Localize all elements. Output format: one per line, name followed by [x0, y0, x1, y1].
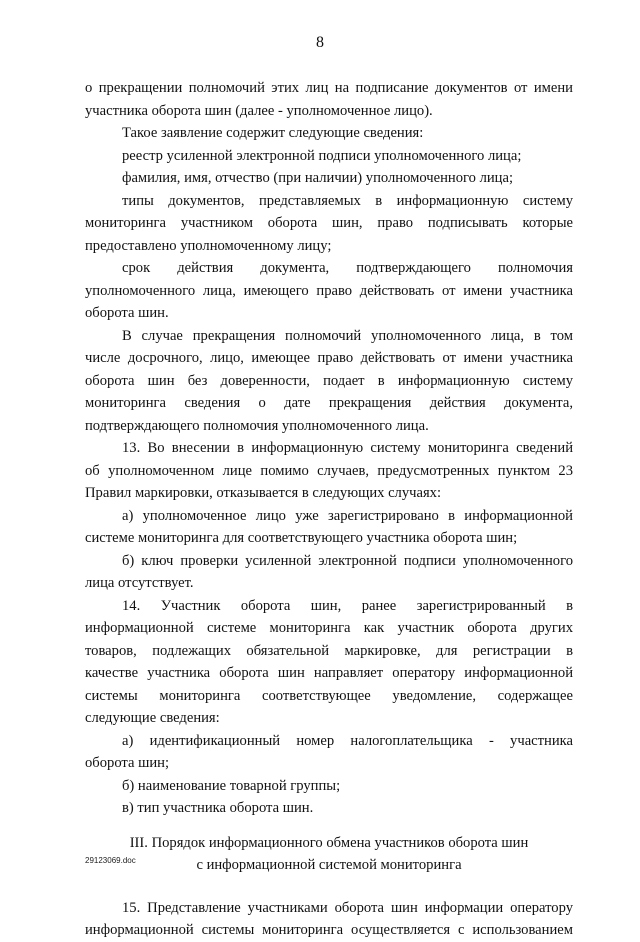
text-line: оборота шин;: [85, 755, 170, 771]
body-text-block-bottom: [85, 897, 573, 942]
text-line: системы мониторинга соответствующее уведомление, содержащее: [85, 687, 573, 704]
page-number: 8: [316, 34, 324, 51]
text-line: системе мониторинга для соответствующего участника оборота шин;: [85, 530, 518, 546]
text-line: участника оборота шин (далее - уполномоченное лицо).: [85, 102, 433, 119]
text-line: типы документов, представляемых в информационную систему: [122, 192, 573, 209]
section-heading-line-1: III. Порядок информационного обмена участников оборота шин: [129, 834, 529, 851]
text-line: информационной системе мониторинга как участник оборота других: [85, 620, 573, 636]
text-line: числе досрочного, лицо, имеющее право действовать от имени участника: [85, 350, 573, 366]
text-line: 15. Представление участниками оборота шин информации оператору: [122, 899, 573, 916]
text-line: уполномоченного лица, имеющего право действовать от имени участника: [85, 282, 573, 299]
text-line: Правил маркировки, отказывается в следующих случаях:: [85, 485, 442, 501]
body-text-block: [85, 77, 573, 820]
text-line: информационной системы мониторинга осуществляется с использованием: [85, 922, 573, 938]
text-line: в) тип участника оборота шин.: [122, 800, 314, 816]
text-line: 13. Во внесении в информационную систему мониторинга сведений: [122, 440, 573, 456]
text-line: Такое заявление содержит следующие сведения:: [122, 125, 424, 141]
text-line: срок действия документа, подтверждающего полномочия: [122, 260, 573, 276]
text-line: качестве участника оборота шин направляет оператору информационной: [85, 665, 573, 681]
document-body: [85, 77, 573, 942]
text-line: б) ключ проверки усиленной электронной подписи уполномоченного: [122, 552, 573, 569]
text-line: мониторинга участником оборота шин, право подписывать которые: [85, 215, 573, 231]
text-line: товаров, подлежащих обязательной маркировке, для регистрации в: [85, 642, 573, 659]
text-line: а) идентификационный номер налогоплательщика - участника: [122, 732, 573, 749]
text-line: реестр усиленной электронной подписи уполномоченного лица;: [122, 147, 522, 164]
text-line: следующие сведения:: [85, 710, 220, 726]
text-line: а) уполномоченное лицо уже зарегистрировано в информационной: [122, 507, 573, 524]
section-heading-line-2: с информационной системой мониторинга: [196, 856, 462, 873]
text-line: об уполномоченном лице помимо случаев, предусмотренных пунктом 23: [85, 462, 573, 479]
text-line: мониторинга сведения о дате прекращения действия документа,: [85, 395, 573, 411]
text-line: оборота шин без доверенности, подает в информационную систему: [85, 372, 573, 389]
text-line: лица отсутствует.: [85, 575, 194, 591]
text-line: оборота шин.: [85, 305, 169, 321]
text-line: фамилия, имя, отчество (при наличии) уполномоченного лица;: [122, 170, 514, 186]
file-name-footer: 29123069.doc: [85, 856, 136, 865]
text-line: б) наименование товарной группы;: [122, 777, 341, 794]
text-line: предоставлено уполномоченному лицу;: [85, 237, 332, 254]
text-line: В случае прекращения полномочий уполномоченного лица, в том: [122, 327, 573, 344]
text-line: о прекращении полномочий этих лиц на подписание документов от имени: [85, 80, 573, 96]
text-line: 14. Участник оборота шин, ранее зарегистрированный в: [122, 597, 573, 614]
text-line: подтверждающего полномочия уполномоченного лица.: [85, 417, 429, 434]
